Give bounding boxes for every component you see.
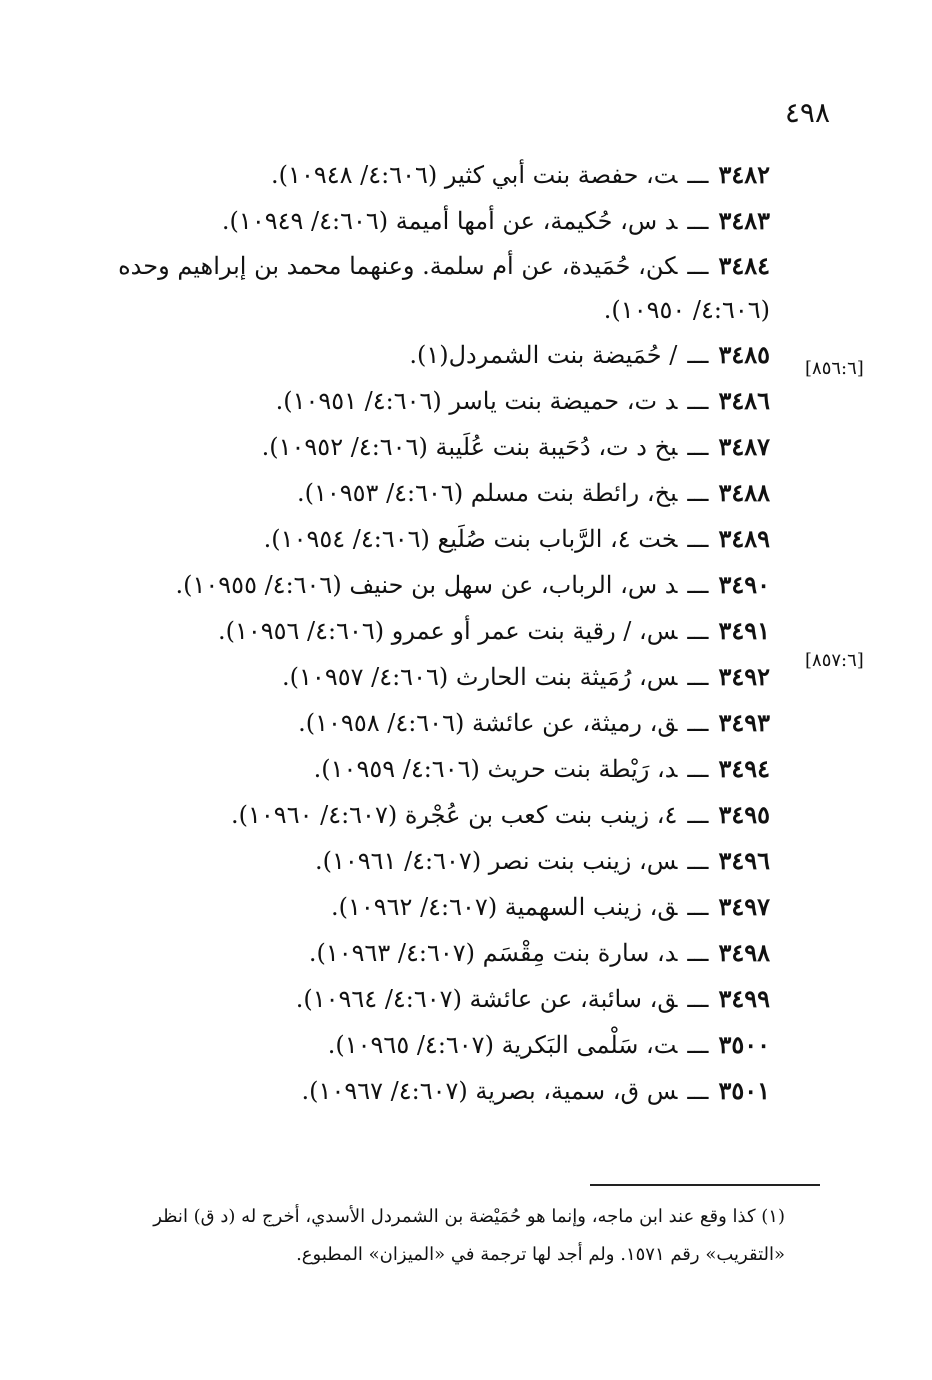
list-item <box>90 930 770 976</box>
entry-dash: ـــ <box>687 252 709 280</box>
entry-number: ٣٤٨٣ <box>718 206 770 235</box>
entry-dash: ـــ <box>687 341 709 369</box>
entry-dash: ـــ <box>687 479 709 507</box>
list-item <box>90 562 770 608</box>
entry-number: ٣٤٨٦ <box>718 386 770 415</box>
entry-text: خت ٤، الرَّباب بنت صُلَيع (٤:٦٠٦/ ١٠٩٥٤). <box>263 525 678 553</box>
entry-number: ٣٤٨٧ <box>718 432 770 461</box>
list-item <box>90 654 770 700</box>
entry-number: ٣٤٩٠ <box>718 570 770 599</box>
entry-dash: ـــ <box>687 939 709 967</box>
list-item <box>90 608 770 654</box>
entry-dash: ـــ <box>687 663 709 691</box>
list-item <box>90 470 770 516</box>
entry-dash: ـــ <box>687 1031 709 1059</box>
footnote-divider <box>590 1184 820 1186</box>
entry-text: بخ، رائطة بنت مسلم (٤:٦٠٦/ ١٠٩٥٣). <box>296 479 678 507</box>
entry-dash: ـــ <box>687 161 709 189</box>
list-item <box>90 700 770 746</box>
entry-text: س، زينب بنت نصر (٤:٦٠٧/ ١٠٩٦١). <box>314 847 678 875</box>
list-item <box>90 378 770 424</box>
entry-text: ق، رميثة، عن عائشة (٤:٦٠٦/ ١٠٩٥٨). <box>298 709 678 737</box>
entry-text: ق، زينب السهمية (٤:٦٠٧/ ١٠٩٦٢). <box>330 893 678 921</box>
entry-text: ق، سائبة، عن عائشة (٤:٦٠٧/ ١٠٩٦٤). <box>295 985 678 1013</box>
entry-text: د، سارة بنت مِقْسَم (٤:٦٠٧/ ١٠٩٦٣). <box>308 939 678 967</box>
entry-dash: ـــ <box>687 709 709 737</box>
entry-dash: ـــ <box>687 893 709 921</box>
entry-number: ٣٤٩٨ <box>718 938 770 967</box>
list-item <box>90 792 770 838</box>
entry-number: ٣٤٩٢ <box>718 662 770 691</box>
footnote: (١) كذا وقع عند ابن ماجه، وإنما هو حُمَيْضة بن الشمردل الأسدي، أخرج له (د ق) انظر «التقريب» رقم ١٥٧١. ولم أجد لها ترجمة في «الميزان» المطبوع. <box>153 1206 785 1265</box>
entry-dash: ـــ <box>687 387 709 415</box>
entry-text: ت، حفصة بنت أبي كثير (٤:٦٠٦/ ١٠٩٤٨). <box>271 161 678 189</box>
list-item <box>90 516 770 562</box>
entry-number: ٣٤٩١ <box>718 616 770 645</box>
entry-number: ٣٤٨٨ <box>718 478 770 507</box>
list-item <box>90 152 770 198</box>
entry-text: س، رُمَيثة بنت الحارث (٤:٦٠٦/ ١٠٩٥٧). <box>282 663 678 691</box>
entry-dash: ـــ <box>687 433 709 461</box>
entry-number: ٣٤٩٩ <box>718 984 770 1013</box>
entry-dash: ـــ <box>687 207 709 235</box>
entry-number: ٣٥٠١ <box>718 1076 770 1105</box>
entry-number: ٣٤٩٤ <box>718 754 770 783</box>
entry-text: ٤، زينب بنت كعب بن عُجْرة (٤:٦٠٧/ ١٠٩٦٠). <box>231 801 678 829</box>
list-item <box>90 244 770 332</box>
entry-number: ٣٤٨٩ <box>718 524 770 553</box>
list-item <box>90 424 770 470</box>
entry-list <box>90 152 770 1114</box>
entry-dash: ـــ <box>687 525 709 553</box>
list-item <box>90 746 770 792</box>
entry-dash: ـــ <box>687 571 709 599</box>
entry-text: / حُمَيضة بنت الشمردل(١). <box>409 341 678 369</box>
margin-reference: [٨٥٦:٦] <box>805 358 864 379</box>
entry-text: س، / رقية بنت عمر أو عمرو (٤:٦٠٦/ ١٠٩٥٦). <box>217 617 678 645</box>
list-item <box>90 1068 770 1114</box>
entry-dash: ـــ <box>687 1077 709 1105</box>
entry-number: ٣٤٨٤ <box>718 251 770 280</box>
entry-text: س ق، سمية، بصرية (٤:٦٠٧/ ١٠٩٦٧). <box>301 1077 678 1105</box>
list-item <box>90 884 770 930</box>
entry-dash: ـــ <box>687 617 709 645</box>
entry-text: د س، الرباب، عن سهل بن حنيف (٤:٦٠٦/ ١٠٩٥٥). <box>175 571 678 599</box>
entry-number: ٣٤٩٦ <box>718 846 770 875</box>
list-item <box>90 838 770 884</box>
entry-text: ت، سَلْمى البَكرية (٤:٦٠٧/ ١٠٩٦٥). <box>327 1031 678 1059</box>
margin-reference: [٨٥٧:٦] <box>805 650 864 671</box>
list-item <box>90 332 770 378</box>
entry-number: ٣٤٩٧ <box>718 892 770 921</box>
entry-dash: ـــ <box>687 755 709 783</box>
entry-number: ٣٥٠٠ <box>718 1030 770 1059</box>
entry-dash: ـــ <box>687 801 709 829</box>
entry-text: د، رَيْطة بنت حريث (٤:٦٠٦/ ١٠٩٥٩). <box>313 755 678 783</box>
list-item <box>90 1022 770 1068</box>
list-item <box>90 976 770 1022</box>
entry-number: ٣٤٨٥ <box>718 340 770 369</box>
entry-number: ٣٤٩٣ <box>718 708 770 737</box>
entry-dash: ـــ <box>687 847 709 875</box>
entry-number: ٣٤٨٢ <box>718 160 770 189</box>
entry-text: بخ د ت، دُحَيبة بنت عُلَيبة (٤:٦٠٦/ ١٠٩٥٢). <box>261 433 678 461</box>
entry-text: د ت، حميضة بنت ياسر (٤:٦٠٦/ ١٠٩٥١). <box>275 387 678 415</box>
list-item <box>90 198 770 244</box>
entry-text: كن، حُمَيدة، عن أم سلمة. وعنهما محمد بن إبراهيم وحده (٤:٦٠٦/ ١٠٩٥٠). <box>118 252 770 324</box>
page-number: ٤٩٨ <box>784 96 830 129</box>
entry-text: د س، حُكيمة، عن أمها أميمة (٤:٦٠٦/ ١٠٩٤٩). <box>221 207 678 235</box>
entry-dash: ـــ <box>687 985 709 1013</box>
entry-number: ٣٤٩٥ <box>718 800 770 829</box>
